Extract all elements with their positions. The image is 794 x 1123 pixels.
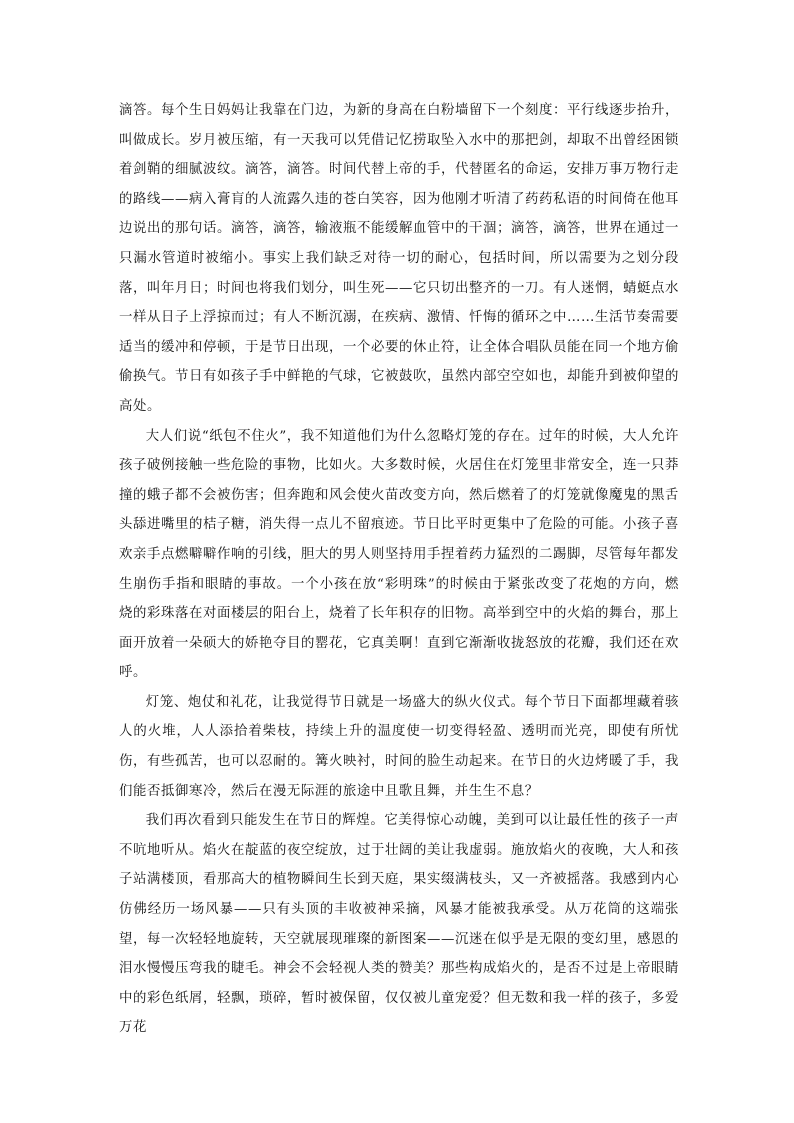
document-body — [119, 96, 679, 1043]
paragraph-4: 我们再次看到只能发生在节日的辉煌。它美得惊心动魄，美到可以让最任性的孩子一声不吭地听从。焰火在靛蓝的夜空绽放，过于壮阔的美让我虚弱。施放焰火的夜晚，大人和孩子站满楼顶，看那高大的植物瞬间生长到天庭，果实缀满枝头，又一齐被摇落。我感到内心仿佛经历一场风暴——只有头顶的丰收被神采摘，风暴才能被我承受。从万花筒的这端张望，每一次轻轻地旋转，天空就展现璀璨的新图案——沉迷在似乎是无限的变幻里，感恩的泪水慢慢压弯我的睫毛。神会不会轻视人类的赞美？那些构成焰火的，是否不过是上帝眼睛中的彩色纸屑，轻飘，琐碎，暂时被保留，仅仅被儿童宠爱？但无数和我一样的孩子，多爱万花 — [119, 813, 679, 1036]
paragraph-3: 灯笼、炮仗和礼花，让我觉得节日就是一场盛大的纵火仪式。每个节日下面都埋藏着骇人的火堆，人人添拾着柴枝，持续上升的温度使一切变得轻盈、透明而光亮，即使有所忧伤，有些孤苦，也可以忍耐的。篝火映衬，时间的脸生动起来。在节日的火边烤暖了手，我们能否抵御寒冷，然后在漫无际涯的旅途中且歌且舞，并生生不息？ — [119, 694, 679, 799]
paragraph-1: 滴答。每个生日妈妈让我靠在门边，为新的身高在白粉墙留下一个刻度：平行线逐步抬升，叫做成长。岁月被压缩，有一天我可以凭借记忆捞取坠入水中的那把剑，却取不出曾经困锁着剑鞘的细腻波纹。滴答，滴答。时间代替上帝的手，代替匿名的命运，安排万事万物行走的路线——病入膏肓的人流露久违的苍白笑容，因为他刚才听清了药药私语的时间倚在他耳边说出的那句话。滴答，滴答，输液瓶不能缓解血管中的干涸；滴答，滴答，世界在通过一只漏水管道时被缩小。事实上我们缺乏对待一切的耐心，包括时间，所以需要为之划分段落，叫年月日；时间也将我们划分，叫生死——它只切出整齐的一刀。有人迷惘，蜻蜓点水一样从日子上浮掠而过；有人不断沉溺，在疾病、激情、忏悔的循环之中……生活节奏需要适当的缓冲和停顿，于是节日出现，一个必要的休止符，让全体合唱队员能在同一个地方偷偷换气。节日有如孩子手中鲜艳的气球，它被鼓吹，虽然内部空空如也，却能升到被仰望的高处。 — [119, 103, 679, 414]
paragraph-2: 大人们说“纸包不住火”，我不知道他们为什么忽略灯笼的存在。过年的时候，大人允许孩子破例接触一些危险的事物，比如火。大多数时候，火居住在灯笼里非常安全，连一只莽撞的蛾子都不会被伤害；但奔跑和风会使火苗改变方向，然后燃着了的灯笼就像魔鬼的黑舌头舔进嘴里的桔子糖，消失得一点儿不留痕迹。节日比平时更集中了危险的可能。小孩子喜欢亲手点燃噼噼作响的引线，胆大的男人则坚持用手捏着药力猛烈的二踢脚，尽管每年都发生崩伤手指和眼睛的事故。一个小孩在放“彩明珠”的时候由于紧张改变了花炮的方向，燃烧的彩珠落在对面楼层的阳台上，烧着了长年积存的旧物。高举到空中的火焰的舞台，那上面开放着一朵硕大的娇艳夺目的罂花，它真美啊！直到它渐渐收拢怒放的花瓣，我们还在欢呼。 — [119, 428, 679, 681]
